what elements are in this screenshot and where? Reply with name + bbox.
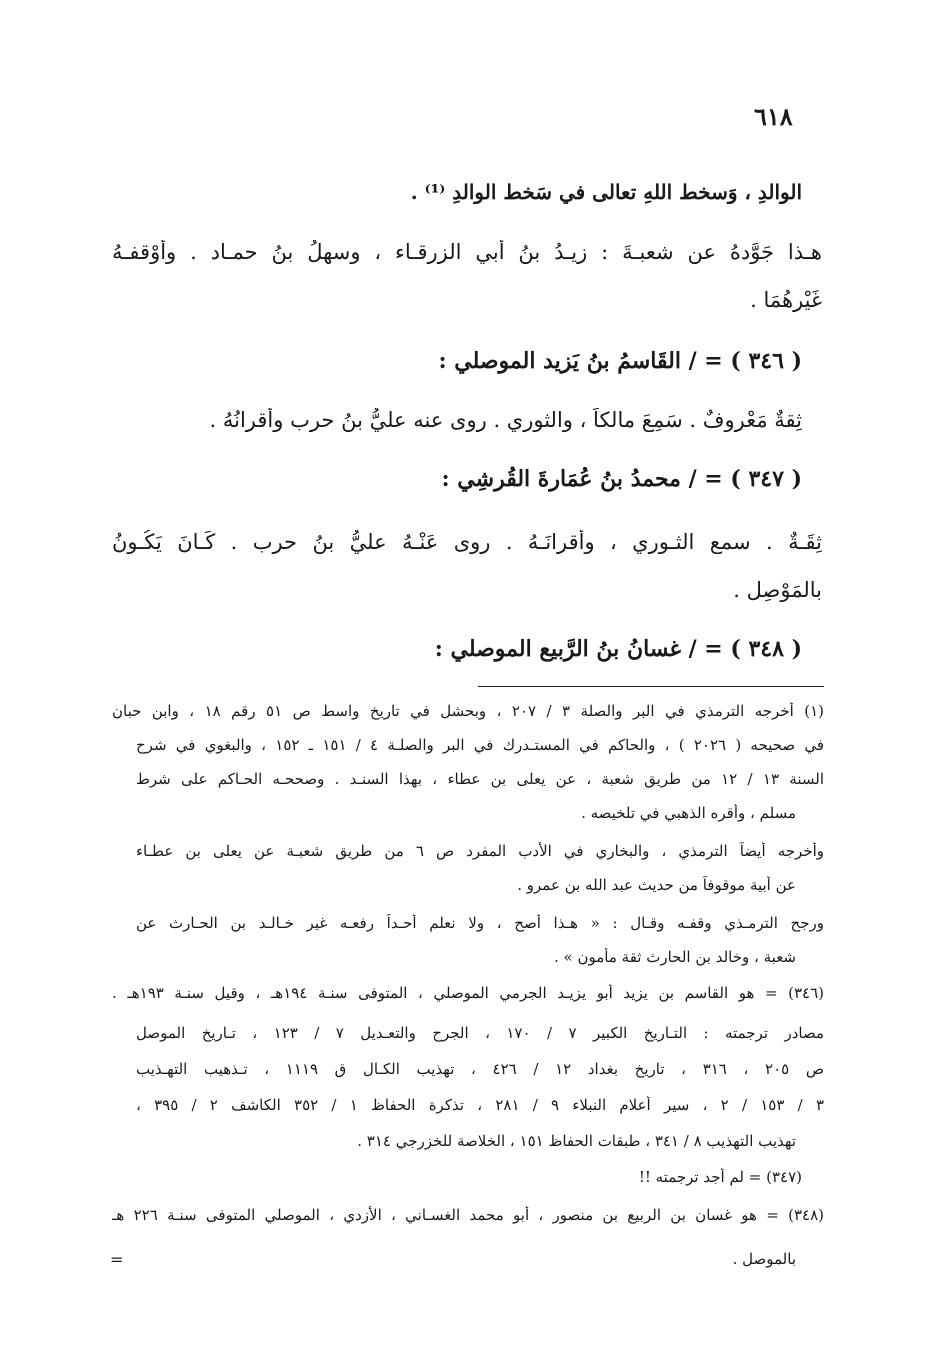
entry-heading-346: ( ٣٤٦ ) = / القَاسمُ بنُ يَزيد الموصلي : — [438, 348, 802, 374]
footnote-line: بالموصل . — [732, 1250, 796, 1268]
entry-text-346: ثِقةٌ مَعْروفٌ . سَمِعَ مالكاً ، والثوري . روى عنه عليُّ بنُ حرب وأقرانُهُ . — [209, 408, 802, 432]
footnote-line: (١) أخرجه الترمذي في البر والصلة ٣ / ٢٠٧ ، وبحشل في تاريخ واسط ص ٥١ رقم ١٨ ، وابن حبان — [112, 702, 824, 720]
entry-text-347: ثِقَـةٌ . سمع الثـوري ، وأقرانَـهُ . روى عَنْـهُ عليُّ بنُ حرب . كَـانَ يَكُـونُ — [112, 530, 822, 554]
footnote-line: تهذيب التهذيب ٨ / ٣٤١ ، طبقات الحفاظ ١٥١ ، الخلاصة للخزرجي ٣١٤ . — [357, 1132, 796, 1150]
footnote-separator — [478, 686, 824, 687]
footnote-line: ص ٢٠٥ ، ٣١٦ ، تاريخ بغداد ١٢ / ٤٢٦ ، تهذيب الكـال ق ١١١٩ ، تـذهيب التهـذيب — [136, 1060, 824, 1078]
footnote-line: ٣ / ١٥٣ / ٢ ، سير أعلام النبلاء ٩ / ٢٨١ ، تذكرة الحفاظ ١ / ٣٥٢ الكاشف ٢ / ٣٩٥ ، — [136, 1096, 824, 1114]
footnote-line: شعبة ، وخالد بن الحارث ثقة مأمون » . — [554, 948, 796, 966]
entry-text-347: بالمَوْصِلِ . — [733, 578, 822, 602]
main-text-line: هـذا جَوَّدهُ عن شعبـةَ : زيـدُ بنُ أبي الزرقـاء ، وسهلُ بنُ حمـاد . وأَوْقفـهُ — [112, 240, 822, 264]
footnote-line: عن أبية موقوفاً من حديث عبد الله بن عمرو . — [517, 876, 796, 894]
main-text-line: غَيْرهُمَا . — [750, 288, 822, 312]
footnote-line: وأخرجه أيضاً الترمذي ، والبخاري في الأدب المفرد ص ٦ من طريق شعبـة عن يعلى بن عطـاء — [136, 842, 824, 860]
footnote-line: (٣٤٧) = لم أجد ترجمته !! — [638, 1168, 802, 1186]
entry-heading-348: ( ٣٤٨ ) = / غسانُ بنُ الرَّبيع الموصلي : — [434, 636, 802, 662]
footnote-line: في صحيحه ( ٢٠٢٦ ) ، والحاكم في المستـدرك في البر والصلـة ٤ / ١٥١ ـ ١٥٢ ، والبغوي في شرح — [136, 736, 824, 754]
footnote-line: مسلم ، وأقره الذهبي في تلخيصه . — [581, 804, 796, 822]
footnote-line: ورجح الترمـذي وقفـه وقـال : « هـذا أصح ، ولا نعلم أحـداً رفعـه غير خـالـد بن الحـارث عن — [136, 914, 824, 932]
footnote-line: (٣٤٨) = هو غسان بن الربيع بن منصور ، أبو محمد الغسـاني ، الأزدي ، الموصلي المتوفى سنـة ٢٢٦ هـ — [112, 1206, 824, 1224]
main-text-line: الوالدِ ، وَسخط اللهِ تعالى في سَخط الوالدِ ⁽¹⁾ . — [410, 180, 802, 204]
page-number: ٦١٨ — [754, 102, 793, 131]
footnote-line: السنة ١٣ / ١٢ من طريق شعبة ، عن يعلى بن عطاء ، بهذا السنـد . وصححـه الحـاكم على شرط — [136, 770, 824, 788]
footnote-line: (٣٤٦) = هو القاسم بن يزيد أبو يزيـد الجرمي الموصلي ، المتوفى سنـة ١٩٤هـ ، وقيل سنـة ١٩٣هـ . — [112, 984, 824, 1002]
footnote-line: مصادر ترجمته : التـاريخ الكبير ٧ / ١٧٠ ، الجرح والتعـديل ٧ / ١٢٣ ، تـاريخ الموصل — [136, 1024, 824, 1042]
continuation-mark: = — [110, 1250, 124, 1269]
entry-heading-347: ( ٣٤٧ ) = / محمدُ بنُ عُمَارةَ القُرشِي : — [441, 466, 802, 492]
